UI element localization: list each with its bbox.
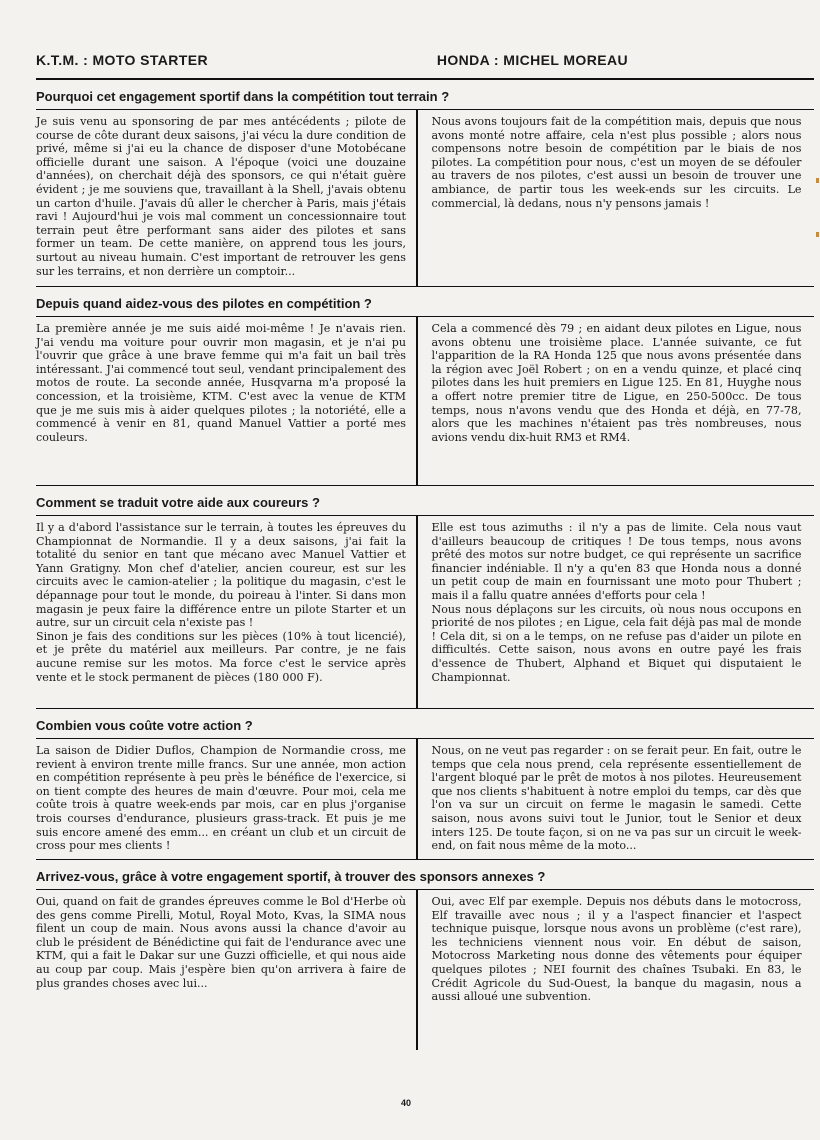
answer-columns (36, 317, 814, 485)
honda-answer: Nous avons toujours fait de la compétition mais, depuis que nous avons monté notre affaire, cela n'est plus possible ; alors nous compensons notre besoin de compétition par le biais de nos pilotes. La compétition pour nous, c'est un moyen de se défouler au travers de nos pilotes, c'est aussi un besoin de trouver une ambiance, de partir tous les week-ends sur les circuits. Le commercial, là dedans, nous n'y pensons jamais ! (431, 115, 802, 210)
edge-mark (816, 178, 819, 183)
section-1 (36, 80, 814, 287)
answer-columns (36, 890, 814, 1050)
section-question: Depuis quand aidez-vous des pilotes en compétition ? (36, 287, 814, 317)
honda-answer: Elle est tous azimuths : il n'y a pas de limite. Cela nous vaut d'ailleurs beaucoup de critiques ! De tous temps, nous avons prêté des motos sur notre budget, ce qui représente un sacrifice financier indéniable. Il n'y a qu'en 83 que Honda nous a donné un petit coup de main en fournissant une moto pour Thubert ; mais il a fallu quatre années d'efforts pour cela ! Nous nous déplaçons sur les circuits, où nous nous occupons en priorité de nos pilotes ; en Ligue, cela fait déjà pas mal de monde ! Cela dit, si on a le temps, on ne refuse pas d'aider un pilote en difficultés. Cette saison, nous avons en outre payé les frais d'essence de Thubert, Alphand et Biquet qui disputaient le Championnat. (431, 521, 802, 684)
ktm-answer: Oui, quand on fait de grandes épreuves comme le Bol d'Herbe où des gens comme Pirelli, Motul, Royal Moto, Kvas, la SIMA nous filent un coup de main. Nous avons aussi la chance d'avoir au club le président de Bénédictine qui fait de l'endurance avec une KTM, qui a fait le Dakar sur une Guzzi officielle, et qui nous aide au coup par coup. Mais j'espère bien qu'on arrivera à faire de plus grandes choses avec lui... (36, 895, 406, 990)
ktm-answer: Il y a d'abord l'assistance sur le terrain, à toutes les épreuves du Championnat de Normandie. Il y a deux saisons, j'ai fait la totalité du senior en tant que mécano avec Manuel Vattier et Yann Gratigny. Mon chef d'atelier, ancien coureur, est sur les circuits avec le camion-atelier ; la politique du magasin, c'est le dépannage pour tout le monde, du poireau à l'inter. Si dans mon magasin je peux faire la différence entre un pilote Starter et un autre, sur un circuit cela n'existe pas ! Sinon je fais des conditions sur les pièces (10% à tout licencié), et je prête du matériel aux meilleurs. Par contre, je ne fais aucune remise sur les motos. Ma force c'est le service après vente et le stock permanent de pièces (180 000 F). (36, 521, 406, 684)
section-question: Combien vous coûte votre action ? (36, 709, 814, 739)
column-headers (36, 52, 814, 80)
section-question: Pourquoi cet engagement sportif dans la compétition tout terrain ? (36, 80, 814, 110)
right-column-title: HONDA : MICHEL MOREAU (436, 52, 628, 68)
section-3 (36, 486, 814, 709)
answer-columns (36, 739, 814, 859)
ktm-answer: Je suis venu au sponsoring de par mes antécédents ; pilote de course de côte durant deux saisons, j'ai vécu la dure condition de privé, même si j'ai eu la chance de disposer d'une Motobécane officielle durant une saison. A l'époque (voici une douzaine d'années), on cherchait déjà des sponsors, ce qui n'était guère évident ; je me souviens que, travaillant à la Shell, j'avais obtenu un carton d'huile. J'avais dû aller le chercher à Paris, mais j'étais ravi ! Aujourd'hui je vois mal comment un concessionnaire tout terrain peut être performant sans aider des pilotes et sans former un team. De cette manière, on apprend tous les jours, surtout au niveau humain. C'est important de retrouver les gens sur les terrains, et non derrière un comptoir... (36, 115, 406, 278)
section-2 (36, 287, 814, 486)
left-column-title: K.T.M. : MOTO STARTER (36, 52, 208, 68)
section-4 (36, 709, 814, 860)
honda-answer: Oui, avec Elf par exemple. Depuis nos débuts dans le motocross, Elf travaille avec nous ; il y a l'aspect financier et l'aspect technique puisque, lorsque nous avons un problème (c'est rare), les techniciens viennent nous voir. En début de saison, Motocross Marketing nous donne des vêtements pour équiper quelques pilotes ; NEI fournit des chaînes Tsubaki. En 83, le Crédit Agricole du Sud-Ouest, la banque du magasin, nous a aussi alloué une subvention. (431, 895, 802, 1004)
edge-mark (816, 232, 819, 237)
magazine-page (36, 52, 814, 1050)
section-5 (36, 860, 814, 1050)
section-question: Comment se traduit votre aide aux coureurs ? (36, 486, 814, 516)
answer-columns (36, 516, 814, 708)
answer-columns (36, 110, 814, 286)
ktm-answer: La saison de Didier Duflos, Champion de Normandie cross, me revient à environ trente mille francs. Sur une année, mon action en compétition représente à peu près le bénéfice de l'exercice, si on tient compte des heures de main d'œuvre. Pour moi, cela me coûte trois à quatre week-ends par mois, car en plus j'organise trois courses d'endurance, plusieurs grass-track. Et puis je me suis encore amené des emm... en créant un club et un circuit de cross pour mes clients ! (36, 744, 406, 853)
honda-answer: Nous, on ne veut pas regarder : on se ferait peur. En fait, outre le temps que cela nous prend, cela représente essentiellement de l'argent bloqué par le prêt de motos à nos pilotes. Heureusement que nos clients s'habituent à notre emploi du temps, car dès que l'on va sur un circuit on ferme le magasin le samedi. Cette saison, nous avons suivi tout le Junior, tout le Senior et deux inters 125. De toute façon, si on ne va pas sur un circuit le week-end, on fait nous même de la moto... (431, 744, 802, 853)
honda-answer: Cela a commencé dès 79 ; en aidant deux pilotes en Ligue, nous avons obtenu une troisième place. L'année suivante, ce fut l'apparition de la RA Honda 125 que nous avons présentée dans la région avec Joël Robert ; on en a vendu quinze, et placé cinq pilotes dans les huit premiers en Ligue 125. En 81, Huyghe nous a offert notre premier titre de Ligue, en 250-500cc. De tous temps, nous n'avons vendu que des Honda et déjà, en 77-78, alors que les machines n'étaient pas très nombreuses, nous avions vendu dix-huit RM3 et RM4. (431, 322, 802, 444)
ktm-answer: La première année je me suis aidé moi-même ! Je n'avais rien. J'ai vendu ma voiture pour ouvrir mon magasin, et je n'ai pu l'ouvrir que grâce à une brave femme qui m'a fait un bail très intéressant. J'ai commencé tout seul, vendant principalement des motos de route. La seconde année, Husqvarna m'a proposé la concession, et la troisième, KTM. C'est avec la venue de KTM que je me suis mis à aider quelques pilotes ; la notoriété, elle a commencé à venir en 81, quand Manuel Vattier a porté mes couleurs. (36, 322, 406, 444)
section-question: Arrivez-vous, grâce à votre engagement sportif, à trouver des sponsors annexes ? (36, 860, 814, 890)
page-number: 40 (401, 1098, 412, 1108)
